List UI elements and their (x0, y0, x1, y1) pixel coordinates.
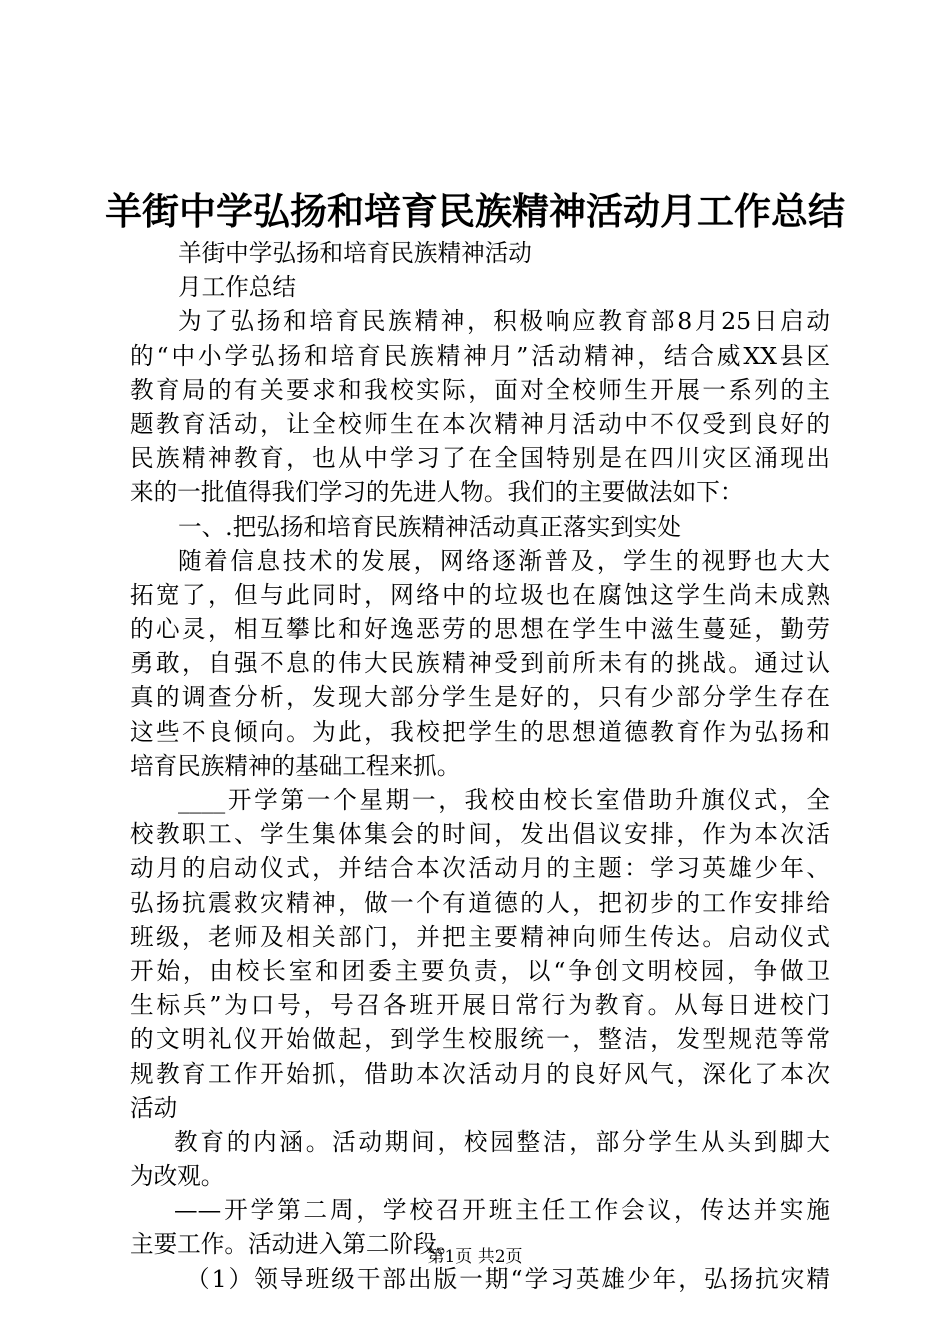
paragraph-line: 这些不良倾向。为此，我校把学生的思想道德教育作为弘扬和 (130, 717, 830, 746)
paragraph-line: ____开学第一个星期一，我校由校长室借助升旗仪式，全 (178, 786, 830, 814)
paragraph-line: 拓宽了，但与此同时，网络中的垃圾也在腐蚀这学生尚未成熟 (130, 580, 830, 609)
paragraph-line: 培育民族精神的基础工程来抓。 (130, 751, 461, 780)
paragraph-line: 真的调查分析，发现大部分学生是好的，只有少部分学生存在 (130, 683, 830, 712)
section-heading: 一、.把弘扬和培育民族精神活动真正落实到实处 (178, 512, 681, 541)
document-body (130, 236, 830, 1296)
paragraph-line: 为改观。 (130, 1162, 225, 1191)
paragraph-line: 规教育工作开始抓，借助本次活动月的良好风气，深化了本次 (130, 1059, 830, 1088)
subtitle-line-2: 月工作总结 (178, 273, 296, 302)
paragraph-line: 活动 (130, 1093, 178, 1122)
subtitle-line-1: 羊街中学弘扬和培育民族精神活动 (178, 239, 532, 267)
paragraph-line: 为了弘扬和培育民族精神，积极响应教育部8月25日启动 (178, 307, 830, 336)
paragraph-line: 的“中小学弘扬和培育民族精神月”活动精神，结合威XX县区 (130, 341, 830, 370)
paragraph-line: 勇敢，自强不息的伟大民族精神受到前所未有的挑战。通过认 (130, 649, 830, 678)
paragraph-line: 来的一批值得我们学习的先进人物。我们的主要做法如下： (130, 478, 744, 507)
paragraph-line: 校教职工、学生集体集会的时间，发出倡议安排，作为本次活 (130, 820, 830, 849)
paragraph-line: 生标兵”为口号，号召各班开展日常行为教育。从每日进校门 (130, 991, 830, 1020)
paragraph-line: ——开学第二周，学校召开班主任工作会议，传达并实施 (174, 1196, 830, 1225)
paragraph-line: 弘扬抗震救灾精神，做一个有道德的人，把初步的工作安排给 (130, 888, 830, 917)
paragraph-line: 随着信息技术的发展，网络逐渐普及，学生的视野也大大 (178, 546, 830, 575)
page-footer: 第1页 共2页 (427, 1247, 523, 1267)
paragraph-line: 动月的启动仪式，并结合本次活动月的主题：学习英雄少年、 (130, 854, 830, 883)
document-title: 羊街中学弘扬和培育民族精神活动月工作总结 (105, 189, 845, 233)
paragraph-line: 开始，由校长室和团委主要负责，以“争创文明校园，争做卫 (130, 956, 830, 985)
paragraph-line: （1）领导班级干部出版一期“学习英雄少年，弘扬抗灾精 (186, 1264, 830, 1293)
paragraph-line: 的心灵，相互攀比和好逸恶劳的思想在学生中滋生蔓延，勤劳 (130, 615, 830, 644)
paragraph-line: 主要工作。活动进入第二阶段。 (130, 1230, 461, 1259)
paragraph-line: 题教育活动，让全校师生在本次精神月活动中不仅受到良好的 (130, 409, 830, 438)
paragraph-line: 教育的内涵。活动期间，校园整洁，部分学生从头到脚大 (174, 1127, 830, 1156)
paragraph-line: 教育局的有关要求和我校实际，面对全校师生开展一系列的主 (130, 375, 830, 404)
paragraph-line: 班级，老师及相关部门，并把主要精神向师生传达。启动仪式 (130, 922, 830, 951)
paragraph-line: 的文明礼仪开始做起，到学生校服统一，整洁，发型规范等常 (130, 1025, 830, 1054)
paragraph-line: 民族精神教育，也从中学习了在全国特别是在四川灾区涌现出 (130, 444, 830, 473)
